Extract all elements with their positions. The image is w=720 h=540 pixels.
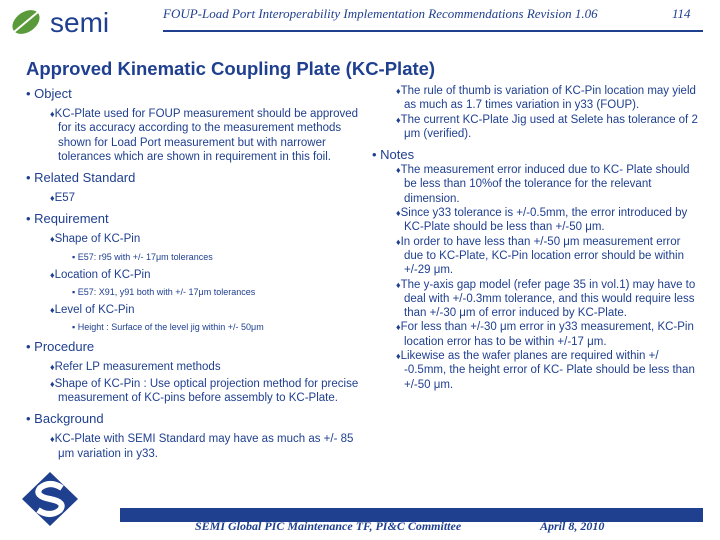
document-title: FOUP-Load Port Interoperability Implementation Recommendations Revision 1.06 [163, 6, 598, 21]
background-item: ♦KC-Plate with SEMI Standard may have as much as +/- 85 μm variation in y33. [50, 433, 354, 460]
req-location-sub: ▪ E57: X91, y91 both with +/- 17μm tolerances [72, 287, 256, 298]
related-item: ♦E57 [50, 192, 76, 205]
note-1: ♦The measurement error induced due to KC- Plate should be less than 10%of the tolerance for the relevant dimension. [396, 164, 690, 205]
procedure-item-2: ♦Shape of KC-Pin : Use optical projection method for precise measurement of KC-pins before assembly to KC-Plate. [50, 377, 359, 404]
note-5: ♦For less than +/-30 μm error in y33 measurement, KC-Pin location error has to be within +/-17 μm. [396, 321, 694, 348]
related-heading: • Related Standard [26, 170, 136, 186]
object-item: ♦KC-Plate used for FOUP measurement should be approved for its accuracy according to the measurement methods shown for Load Port measurement but with narrower tolerances which are shown in requirement in this foil. [50, 108, 359, 163]
req-level: ♦Level of KC-Pin [50, 304, 135, 317]
left-column [26, 84, 366, 461]
note-2: ♦Since y33 tolerance is +/-0.5mm, the error introduced by KC-Plate should be less than +/-50 μm. [396, 207, 688, 234]
page-number: 114 [672, 6, 691, 21]
notes-heading: • Notes [372, 147, 415, 163]
requirement-heading: • Requirement [26, 211, 109, 227]
object-heading: • Object [26, 86, 72, 101]
object-note-2: ♦The current KC-Plate Jig used at Selete has tolerance of 2 μm (verified). [396, 113, 698, 140]
slide-title: Approved Kinematic Coupling Plate (KC-Plate) [26, 58, 436, 79]
footer-date: April 8, 2010 [540, 519, 605, 533]
req-level-sub: ▪ Height : Surface of the level jig within +/- 50μm [72, 322, 264, 333]
header-divider [163, 30, 703, 32]
procedure-item-1: ♦Refer LP measurement methods [50, 361, 221, 374]
right-column [364, 84, 700, 392]
s-logo-icon [20, 470, 80, 528]
note-6: ♦Likewise as the wafer planes are required within +/ -0.5mm, the height error of KC- Plate should be less than +/-50 μm. [396, 350, 695, 391]
leaf-icon [8, 5, 44, 39]
req-location: ♦Location of KC-Pin [50, 268, 151, 281]
footer-committee: SEMI Global PIC Maintenance TF, PI&C Committee [195, 519, 462, 533]
background-heading: • Background [26, 411, 104, 427]
req-shape-sub: ▪ E57: r95 with +/- 17μm tolerances [72, 251, 213, 262]
procedure-heading: • Procedure [26, 339, 95, 355]
req-shape: ♦Shape of KC-Pin [50, 233, 141, 246]
object-note-1: ♦The rule of thumb is variation of KC-Pin location may yield as much as 1.7 times variation in y33 (FOUP). [396, 85, 696, 112]
note-4: ♦The y-axis gap model (refer page 35 in vol.1) may have to deal with +/-0.3mm tolerance, and this would require less than +/-30 μm of error induced by KC-Plate. [396, 278, 696, 320]
note-3: ♦In order to have less than +/-50 μm measurement error due to KC-Plate, KC-Pin location error should be within +/-29 μm. [396, 235, 684, 277]
semi-logo [8, 4, 158, 40]
svg-text:semi: semi [50, 7, 110, 38]
